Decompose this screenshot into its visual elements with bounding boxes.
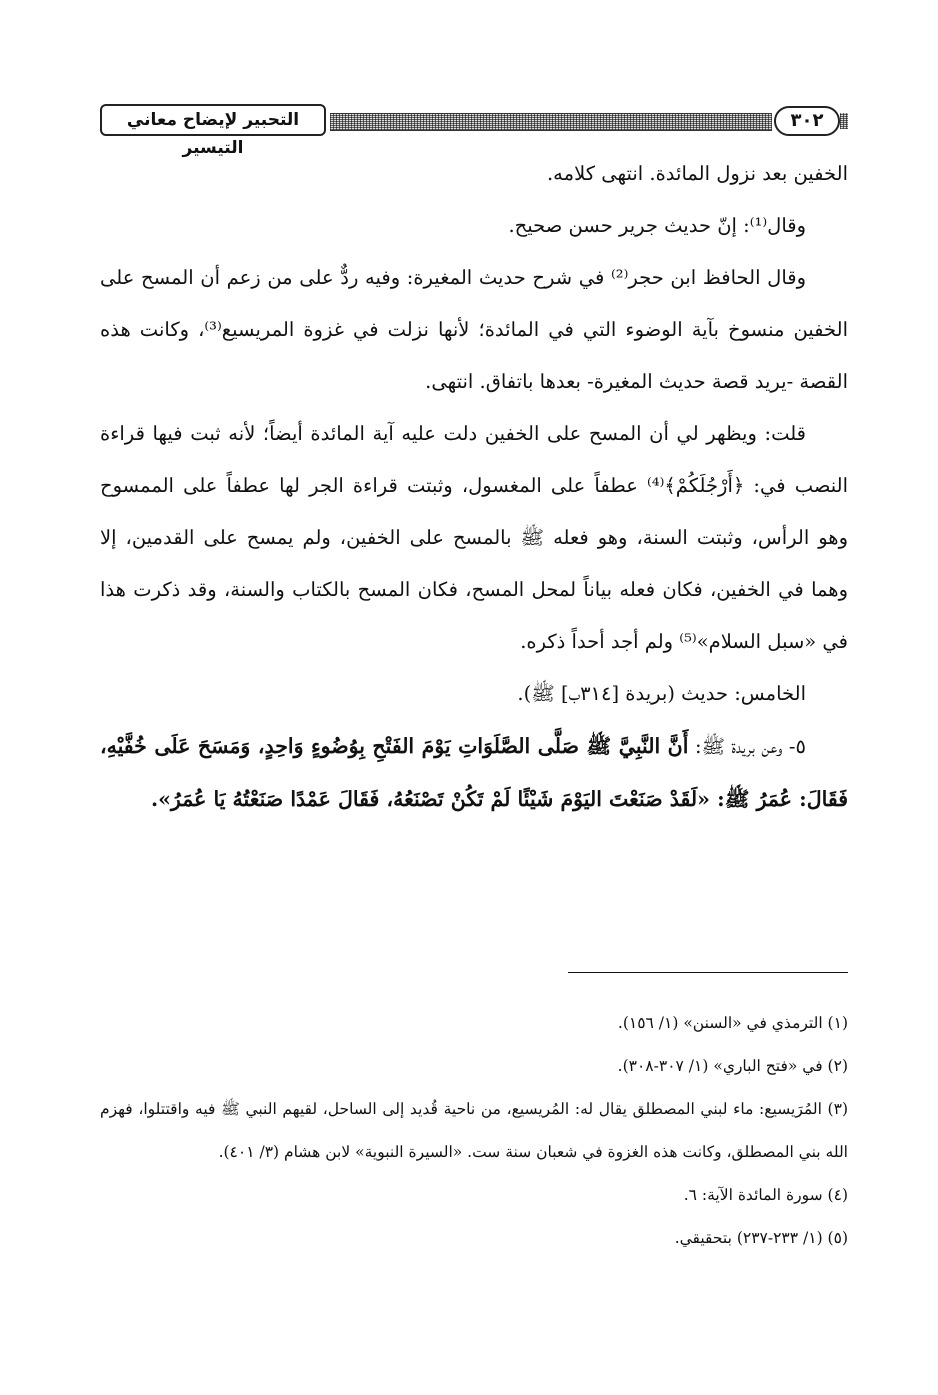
footnote: (٤) سورة المائدة الآية: ٦.	[683, 1186, 848, 1204]
book-title: التحبير لإيضاح معاني التيسير	[100, 104, 326, 136]
hadith-paragraph	[100, 720, 848, 826]
footnotes	[100, 1002, 848, 1260]
paragraph: قلت: ويظهر لي أن المسح على الخفين دلت عليه آية المائدة أيضاً؛ لأنه ثبت فيها قراءة النصب في: ﴿أَرْجُلَكُمْ﴾⁽⁴⁾ عطفاً على المغسول، وثبتت قراءة الجر لها عطفاً على الممسوح وهو الرأس، وثبتت السنة، وهو فعله ﷺ بالمسح على الخفين، ولم يمسح على القدمين، إلا وهما في الخفين، فكان فعله بياناً لمحل المسح، فكان المسح بالكتاب والسنة، وقد ذكرت هذا في «سبل السلام»⁽⁵⁾ ولم أجد أحداً ذكره.	[100, 422, 849, 653]
footnote: (٥) (١/ ٢٣٣-٢٣٧) بتحقيقي.	[674, 1229, 848, 1247]
main-text	[100, 148, 848, 826]
header-ornament	[330, 113, 772, 131]
paragraph: وقال الحافظ ابن حجر⁽²⁾ في شرح حديث المغيرة: وفيه ردٌّ على من زعم أن المسح على الخفين منسوخ بآية الوضوء التي في المائدة؛ لأنها نزلت في غزوة المريسيع⁽³⁾، وكانت هذه القصة -يريد قصة حديث المغيرة- بعدها باتفاق. انتهى.	[100, 266, 848, 393]
hadith-quote: لَقَدْ صَنَعْتَ اليَوْمَ شَيْئًا لَمْ تَكُنْ تَصْنَعُهُ، فَقَالَ عَمْدًا صَنَعْتُهُ يَا عُمَرُ	[170, 787, 698, 811]
footnote: (٣) المُرَيسيع: ماء لبني المصطلق يقال له: المُريسيع، من ناحية قُديد إلى الساحل، لقيهم النبي ﷺ فيه واقتتلوا، فهزم الله بني المصطلق، وكانت هذه الغزوة في شعبان سنة ست. «السيرة النبوية» لابن هشام (٣/ ٤٠١).	[100, 1100, 848, 1161]
hadith-text: أَنَّ النَّبِيَّ ﷺ صَلَّى الصَّلَوَاتِ يَوْمَ الفَتْحِ بِوُضُوءٍ وَاحِدٍ، وَمَسَحَ عَلَى خُفَّيْهِ، فَقَالَ: عُمَرُ ﷺ: «	[100, 734, 848, 811]
header-ornament-end	[840, 113, 848, 129]
paragraph: الخفين بعد نزول المائدة. انتهى كلامه.	[546, 162, 848, 185]
section-heading: الخامس: حديث (بريدة [٣١٤ب] ﷺ).	[517, 682, 806, 705]
running-header	[100, 104, 848, 158]
page-number: ٣٠٢	[774, 106, 840, 136]
hadith-close: ».	[150, 787, 171, 811]
paragraph: وقال⁽¹⁾: إنّ حديث جرير حسن صحيح.	[508, 214, 806, 237]
footnote: (٢) في «فتح الباري» (١/ ٣٠٧-٣٠٨).	[617, 1057, 848, 1075]
footnote-separator	[568, 972, 848, 973]
hadith-lead: ٥- وعن بريدة ﷺ:	[688, 735, 806, 758]
footnote: (١) الترمذي في «السنن» (١/ ١٥٦).	[617, 1014, 848, 1032]
